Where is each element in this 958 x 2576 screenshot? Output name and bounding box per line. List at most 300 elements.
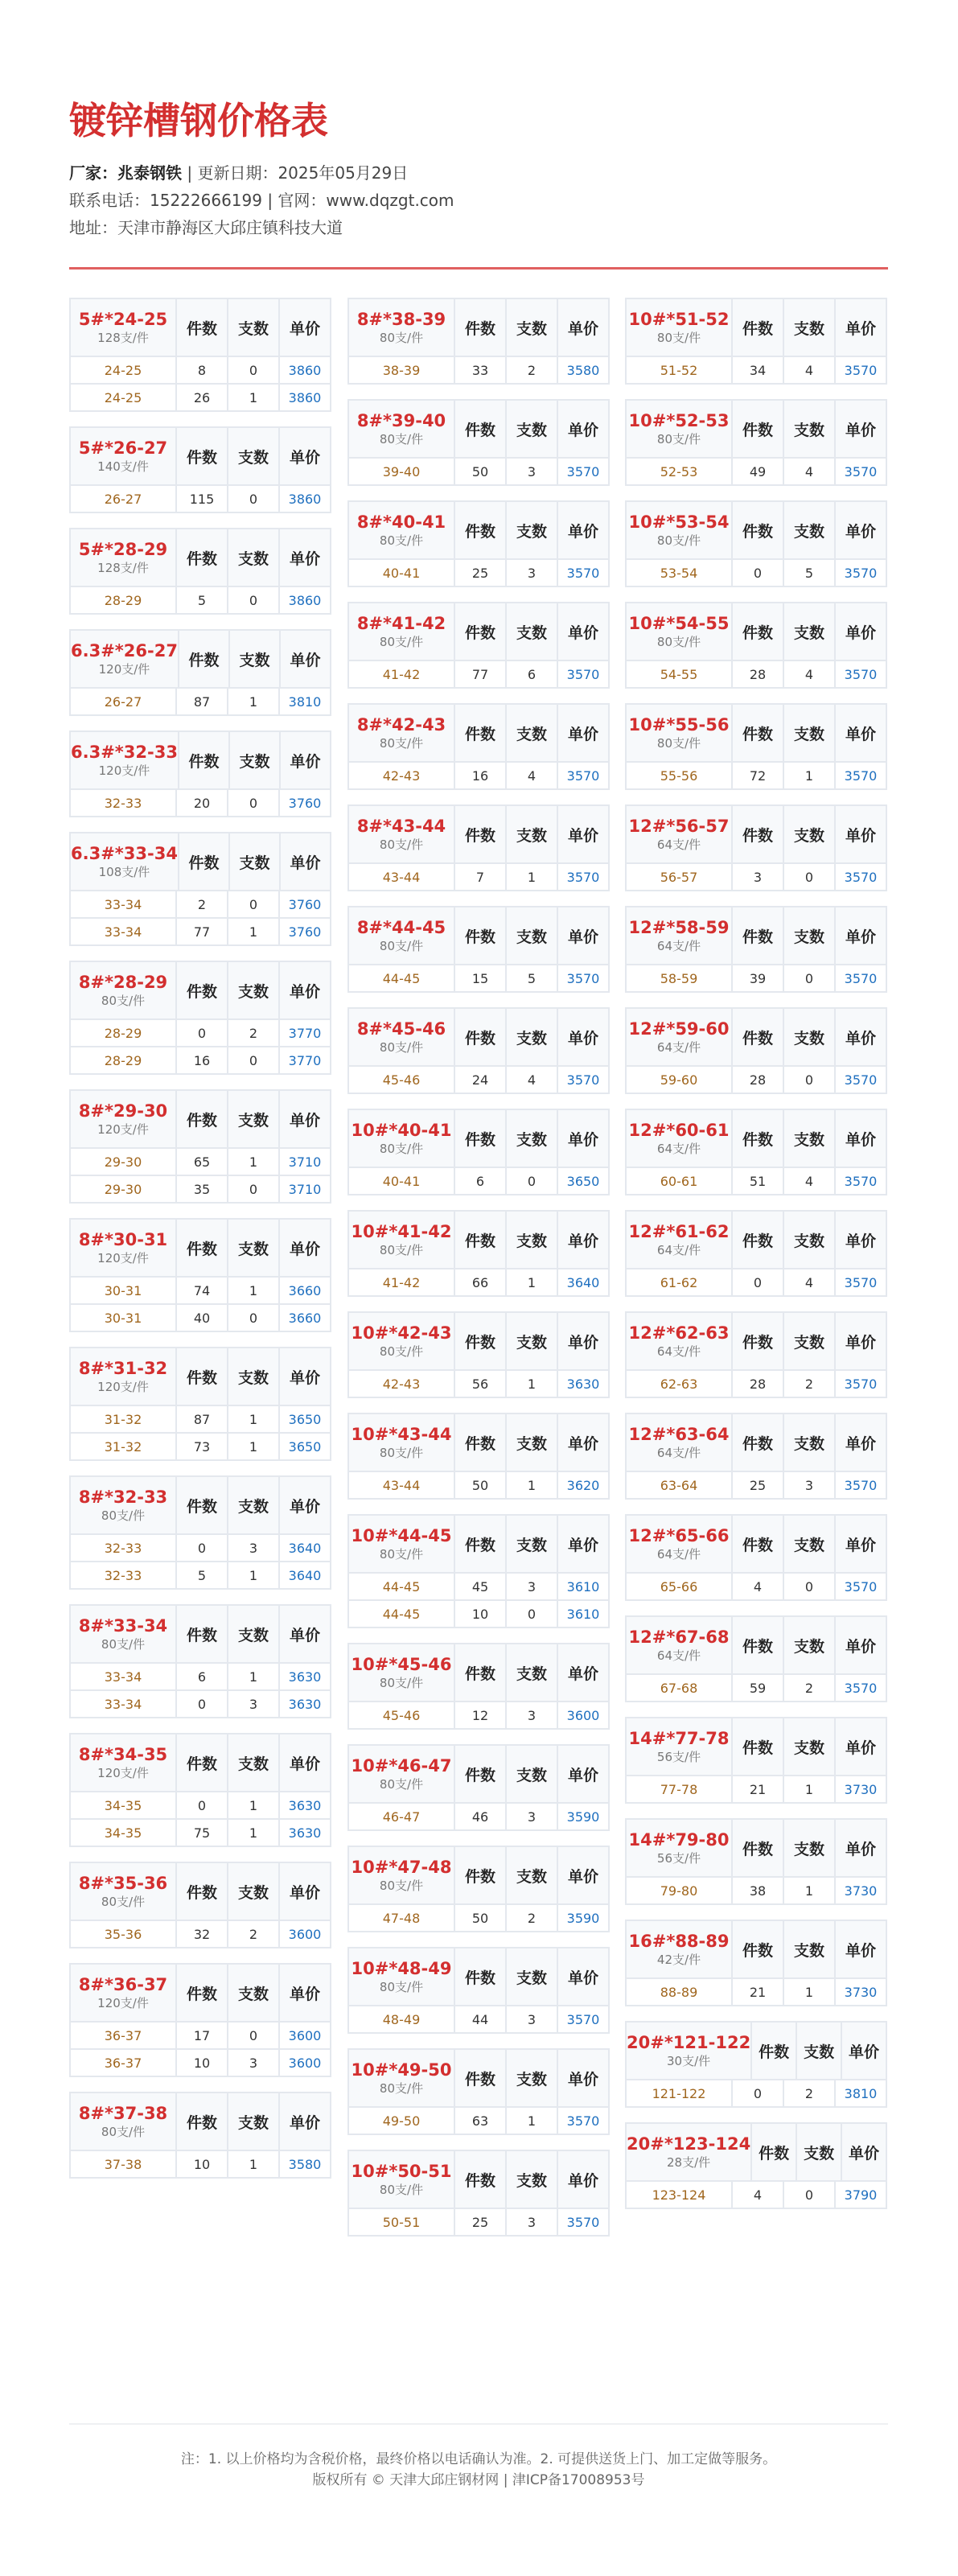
header-price: 单价 xyxy=(567,421,598,439)
pieces-cell: 0 xyxy=(733,2080,784,2106)
table-header-row xyxy=(349,2151,608,2208)
spec-pack: 80支/件 xyxy=(379,736,424,751)
price-cell: 3610 xyxy=(566,1606,600,1622)
price-cell: 3630 xyxy=(288,1825,322,1841)
spec-cell xyxy=(627,1212,733,1268)
price-cell: 3860 xyxy=(288,491,322,507)
table-header-row xyxy=(627,1617,886,1673)
header-count: 支数 xyxy=(784,1617,836,1673)
price-table xyxy=(625,602,887,689)
price-table xyxy=(69,1347,331,1461)
price-table xyxy=(625,1413,887,1500)
price-table xyxy=(625,1007,887,1094)
spec-name: 10#*54-55 xyxy=(628,614,730,633)
header-price: 单价 xyxy=(845,522,876,541)
range-cell: 33-34 xyxy=(71,919,177,944)
price-cell: 3600 xyxy=(288,2027,322,2043)
range-cell: 26-27 xyxy=(71,689,177,714)
table-header-row xyxy=(71,1606,330,1662)
header-pieces: 件数 xyxy=(179,833,230,890)
count-cell: 2 xyxy=(228,1921,280,1947)
table-row xyxy=(349,457,608,484)
pieces-cell: 33 xyxy=(455,357,507,383)
price-table xyxy=(347,500,610,587)
header-pieces: 件数 xyxy=(455,401,507,457)
range-cell: 43-44 xyxy=(349,864,455,890)
pieces-cell: 10 xyxy=(455,1601,507,1627)
range-cell: 32-33 xyxy=(71,790,177,816)
price-cell: 3600 xyxy=(288,1926,322,1942)
header-count: 支数 xyxy=(230,732,281,788)
table-header-row xyxy=(71,1348,330,1405)
spec-cell xyxy=(71,1734,177,1791)
count-cell: 3 xyxy=(507,1702,558,1728)
spec-cell xyxy=(349,1948,455,2005)
table-header-row xyxy=(627,299,886,356)
table-row xyxy=(71,1147,330,1175)
count-cell: 3 xyxy=(228,1535,280,1561)
spec-name: 10#*48-49 xyxy=(351,1959,452,1978)
pieces-cell: 5 xyxy=(177,587,228,613)
table-header-row xyxy=(627,1212,886,1268)
header-count: 支数 xyxy=(784,1212,836,1268)
price-cell: 3630 xyxy=(288,1797,322,1813)
count-cell: 2 xyxy=(784,1675,836,1701)
price-cell: 3570 xyxy=(566,1072,600,1088)
header-count: 支数 xyxy=(784,907,836,964)
header-pieces: 件数 xyxy=(455,1110,507,1167)
pieces-cell: 12 xyxy=(455,1702,507,1728)
table-row xyxy=(71,2150,330,2177)
table-row xyxy=(349,2005,608,2032)
price-table xyxy=(347,1514,610,1628)
table-row xyxy=(349,356,608,383)
table-header-row xyxy=(627,1414,886,1471)
header-pieces: 件数 xyxy=(179,732,230,788)
spec-name: 6.3#*33-34 xyxy=(71,844,178,863)
price-cell: 3650 xyxy=(566,1173,600,1189)
range-cell: 39-40 xyxy=(349,459,455,484)
price-cell: 3620 xyxy=(566,1477,600,1493)
table-row xyxy=(627,1369,886,1397)
header-pieces: 件数 xyxy=(177,1606,228,1662)
range-cell: 31-32 xyxy=(71,1406,177,1432)
count-cell: 2 xyxy=(507,1905,558,1931)
table-header-row xyxy=(349,1414,608,1471)
price-cell: 3640 xyxy=(288,1567,322,1583)
spec-name: 10#*55-56 xyxy=(628,715,730,735)
spec-name: 12#*60-61 xyxy=(628,1121,730,1140)
pieces-cell: 21 xyxy=(733,1979,784,2005)
spec-pack: 80支/件 xyxy=(379,533,424,548)
spec-cell xyxy=(627,907,733,964)
header-price: 单价 xyxy=(567,1766,598,1784)
price-table xyxy=(69,832,331,946)
table-header-row xyxy=(349,1313,608,1369)
range-cell: 36-37 xyxy=(71,2050,177,2076)
header-count: 支数 xyxy=(507,1110,558,1167)
header-price: 单价 xyxy=(845,1941,876,1960)
table-row xyxy=(627,1673,886,1701)
spec-cell xyxy=(627,1617,733,1673)
price-cell: 3570 xyxy=(566,463,600,479)
spec-pack: 28支/件 xyxy=(667,2155,711,2170)
count-cell: 1 xyxy=(228,919,280,944)
header-count: 支数 xyxy=(797,2124,842,2180)
price-table xyxy=(625,1818,887,1905)
table-row xyxy=(349,1471,608,1498)
table-header-row xyxy=(627,1718,886,1775)
spec-pack: 64支/件 xyxy=(656,1243,701,1257)
header-price: 单价 xyxy=(845,826,876,845)
pieces-cell: 8 xyxy=(177,357,228,383)
header-pieces: 件数 xyxy=(177,299,228,356)
header-price: 单价 xyxy=(845,1739,876,1757)
header-pieces: 件数 xyxy=(752,2124,797,2180)
count-cell: 1 xyxy=(228,689,280,714)
price-cell: 3730 xyxy=(844,1883,878,1899)
table-row xyxy=(349,1369,608,1397)
pieces-cell: 66 xyxy=(455,1269,507,1295)
pieces-cell: 17 xyxy=(177,2023,228,2048)
header-count: 支数 xyxy=(784,1313,836,1369)
range-cell: 33-34 xyxy=(71,1664,177,1689)
spec-pack: 80支/件 xyxy=(101,1508,146,1523)
range-cell: 40-41 xyxy=(349,560,455,586)
header-pieces: 件数 xyxy=(179,631,230,687)
spec-cell xyxy=(627,299,733,356)
count-cell: 0 xyxy=(507,1601,558,1627)
price-cell: 3650 xyxy=(288,1438,322,1455)
range-cell: 88-89 xyxy=(627,1979,733,2005)
table-row xyxy=(349,558,608,586)
header-count: 支数 xyxy=(507,1009,558,1065)
header-price: 单价 xyxy=(567,826,598,845)
spec-pack: 80支/件 xyxy=(379,1879,424,1893)
spec-pack: 64支/件 xyxy=(656,1446,701,1460)
price-cell: 3570 xyxy=(566,2113,600,2129)
count-cell: 1 xyxy=(228,1278,280,1303)
table-row xyxy=(627,558,886,586)
range-cell: 28-29 xyxy=(71,1047,177,1073)
table-row xyxy=(71,687,330,714)
table-header-row xyxy=(71,732,330,788)
pieces-cell: 0 xyxy=(177,1792,228,1818)
header-price: 单价 xyxy=(845,928,876,946)
table-row xyxy=(71,1533,330,1561)
price-table xyxy=(347,399,610,486)
pieces-cell: 2 xyxy=(177,891,228,917)
count-cell: 2 xyxy=(228,1020,280,1046)
range-cell: 24-25 xyxy=(71,385,177,410)
table-header-row xyxy=(349,502,608,558)
pieces-cell: 38 xyxy=(733,1878,784,1903)
table-header-row xyxy=(349,1212,608,1268)
price-table xyxy=(347,1109,610,1195)
header-count: 支数 xyxy=(228,2093,280,2150)
spec-cell xyxy=(627,1009,733,1065)
spec-name: 8#*30-31 xyxy=(78,1230,168,1249)
price-cell: 3710 xyxy=(288,1154,322,1170)
spec-pack: 64支/件 xyxy=(656,1344,701,1359)
spec-cell xyxy=(71,962,177,1018)
price-table xyxy=(69,629,331,716)
count-cell: 1 xyxy=(507,2108,558,2134)
spec-cell xyxy=(627,806,733,862)
range-cell: 38-39 xyxy=(349,357,455,383)
pieces-cell: 75 xyxy=(177,1820,228,1846)
pieces-cell: 21 xyxy=(733,1776,784,1802)
header-pieces: 件数 xyxy=(733,705,784,761)
spec-name: 8#*32-33 xyxy=(78,1488,168,1507)
count-cell: 4 xyxy=(507,763,558,788)
header-count: 支数 xyxy=(228,1091,280,1147)
range-cell: 40-41 xyxy=(349,1168,455,1194)
spec-cell xyxy=(349,1110,455,1167)
spec-pack: 80支/件 xyxy=(379,1446,424,1460)
table-header-row xyxy=(71,962,330,1018)
header-count: 支数 xyxy=(228,1965,280,2021)
spec-pack: 80支/件 xyxy=(656,635,701,649)
pieces-cell: 35 xyxy=(177,1176,228,1202)
table-header-row xyxy=(627,401,886,457)
spec-name: 5#*26-27 xyxy=(78,438,168,458)
header-price: 单价 xyxy=(845,1029,876,1047)
spec-pack: 80支/件 xyxy=(379,432,424,446)
range-cell: 50-51 xyxy=(349,2209,455,2235)
price-cell: 3860 xyxy=(288,362,322,378)
price-table xyxy=(347,1007,610,1094)
header-count: 支数 xyxy=(507,603,558,660)
header-count: 支数 xyxy=(507,2050,558,2106)
pieces-cell: 7 xyxy=(455,864,507,890)
table-row xyxy=(71,1046,330,1073)
header-pieces: 件数 xyxy=(177,1734,228,1791)
pieces-cell: 87 xyxy=(177,689,228,714)
price-table xyxy=(625,1311,887,1398)
table-row xyxy=(71,586,330,613)
price-table xyxy=(625,399,887,486)
spec-cell xyxy=(349,1414,455,1471)
range-cell: 79-80 xyxy=(627,1878,733,1903)
table-row xyxy=(71,2021,330,2048)
header-pieces: 件数 xyxy=(752,2023,797,2079)
pieces-cell: 0 xyxy=(733,560,784,586)
header-pieces: 件数 xyxy=(733,1212,784,1268)
header-price: 单价 xyxy=(289,1368,320,1387)
spec-name: 6.3#*26-27 xyxy=(71,641,178,660)
price-table xyxy=(625,1210,887,1297)
table-header-row xyxy=(71,1220,330,1276)
header-pieces: 件数 xyxy=(733,1009,784,1065)
table-header-row xyxy=(627,1820,886,1876)
spec-cell xyxy=(349,806,455,862)
price-cell: 3660 xyxy=(288,1310,322,1326)
header-pieces: 件数 xyxy=(733,401,784,457)
price-table xyxy=(347,1311,610,1398)
pieces-cell: 45 xyxy=(455,1574,507,1599)
header-count: 支数 xyxy=(507,1644,558,1701)
header-count: 支数 xyxy=(784,1009,836,1065)
spec-name: 8#*39-40 xyxy=(356,411,446,430)
price-cell: 3860 xyxy=(288,592,322,608)
pieces-cell: 51 xyxy=(733,1168,784,1194)
spec-name: 10#*45-46 xyxy=(351,1655,452,1674)
header-pieces: 件数 xyxy=(455,2050,507,2106)
pieces-cell: 25 xyxy=(455,560,507,586)
header-price: 单价 xyxy=(845,1130,876,1149)
range-cell: 45-46 xyxy=(349,1702,455,1728)
table-header-row xyxy=(627,1110,886,1167)
header-pieces: 件数 xyxy=(177,1220,228,1276)
table-row xyxy=(71,1818,330,1846)
count-cell: 3 xyxy=(784,1472,836,1498)
spec-pack: 64支/件 xyxy=(656,1648,701,1663)
price-cell: 3570 xyxy=(844,666,878,682)
price-table xyxy=(625,1717,887,1804)
header-count: 支数 xyxy=(507,1847,558,1903)
maker-name: 兆泰钢铁 xyxy=(117,163,182,183)
table-header-row xyxy=(349,401,608,457)
count-cell: 1 xyxy=(784,763,836,788)
range-cell: 36-37 xyxy=(71,2023,177,2048)
spec-name: 8#*35-36 xyxy=(78,1874,168,1893)
header-count: 支数 xyxy=(784,806,836,862)
price-cell: 3570 xyxy=(844,1072,878,1088)
table-row xyxy=(71,1175,330,1202)
header-count: 支数 xyxy=(784,603,836,660)
price-cell: 3570 xyxy=(566,970,600,986)
table-row xyxy=(71,2048,330,2076)
table-row xyxy=(627,1572,886,1599)
range-cell: 121-122 xyxy=(627,2080,733,2106)
count-cell: 2 xyxy=(784,2080,836,2106)
count-cell: 4 xyxy=(784,1168,836,1194)
count-cell: 3 xyxy=(507,560,558,586)
price-table xyxy=(347,804,610,891)
pieces-cell: 3 xyxy=(733,864,784,890)
spec-name: 10#*53-54 xyxy=(628,512,730,532)
spec-cell xyxy=(71,1348,177,1405)
spec-name: 8#*38-39 xyxy=(356,310,446,329)
table-header-row xyxy=(71,1863,330,1920)
table-row xyxy=(349,2208,608,2235)
range-cell: 24-25 xyxy=(71,357,177,383)
price-table xyxy=(347,1210,610,1297)
price-cell: 3600 xyxy=(566,1707,600,1723)
spec-pack: 120支/件 xyxy=(97,1122,149,1137)
spec-name: 8#*34-35 xyxy=(78,1745,168,1764)
header-pieces: 件数 xyxy=(455,1009,507,1065)
price-cell: 3580 xyxy=(566,362,600,378)
spec-pack: 80支/件 xyxy=(379,635,424,649)
price-table xyxy=(347,906,610,993)
count-cell: 5 xyxy=(507,965,558,991)
table-row xyxy=(627,2180,886,2208)
range-cell: 33-34 xyxy=(71,891,177,917)
range-cell: 60-61 xyxy=(627,1168,733,1194)
price-cell: 3610 xyxy=(566,1578,600,1595)
spec-name: 8#*40-41 xyxy=(356,512,446,532)
header-price: 单价 xyxy=(567,2070,598,2088)
table-row xyxy=(349,2106,608,2134)
spec-pack: 80支/件 xyxy=(379,1243,424,1257)
table-row xyxy=(627,1268,886,1295)
pieces-cell: 44 xyxy=(455,2006,507,2032)
table-row xyxy=(71,1561,330,1588)
spec-name: 8#*41-42 xyxy=(356,614,446,633)
price-cell: 3570 xyxy=(844,362,878,378)
spec-pack: 128支/件 xyxy=(97,561,149,575)
header-price: 单价 xyxy=(567,522,598,541)
header-price: 单价 xyxy=(290,854,321,872)
header-pieces: 件数 xyxy=(177,2093,228,2150)
price-table xyxy=(69,1218,331,1332)
table-header-row xyxy=(71,833,330,890)
price-table xyxy=(347,2048,610,2135)
count-cell: 4 xyxy=(784,661,836,687)
header-price: 单价 xyxy=(845,1536,876,1554)
price-cell: 3860 xyxy=(288,389,322,405)
count-cell: 3 xyxy=(507,1804,558,1829)
range-cell: 31-32 xyxy=(71,1434,177,1459)
pieces-cell: 0 xyxy=(177,1535,228,1561)
header-count: 支数 xyxy=(507,1313,558,1369)
header-count: 支数 xyxy=(507,907,558,964)
count-cell: 1 xyxy=(228,1434,280,1459)
header-price: 单价 xyxy=(289,1626,320,1644)
spec-pack: 80支/件 xyxy=(656,736,701,751)
table-row xyxy=(71,383,330,410)
spec-pack: 80支/件 xyxy=(379,1547,424,1562)
header-pieces: 件数 xyxy=(455,1948,507,2005)
range-cell: 46-47 xyxy=(349,1804,455,1829)
count-cell: 1 xyxy=(507,864,558,890)
price-cell: 3570 xyxy=(844,1173,878,1189)
price-cell: 3760 xyxy=(288,795,322,811)
range-cell: 42-43 xyxy=(349,1371,455,1397)
table-row xyxy=(349,964,608,991)
table-header-row xyxy=(627,603,886,660)
price-cell: 3570 xyxy=(844,970,878,986)
header-pieces: 件数 xyxy=(177,1477,228,1533)
price-table xyxy=(69,1089,331,1204)
table-row xyxy=(627,964,886,991)
spec-pack: 80支/件 xyxy=(101,2125,146,2139)
count-cell: 3 xyxy=(507,459,558,484)
price-table xyxy=(625,2021,887,2108)
table-row xyxy=(349,660,608,687)
count-cell: 0 xyxy=(228,587,280,613)
table-row xyxy=(71,1432,330,1459)
address-line: 地址：天津市静海区大邱庄镇科技大道 xyxy=(69,218,343,237)
spec-cell xyxy=(349,1847,455,1903)
count-cell: 1 xyxy=(507,1371,558,1397)
count-cell: 5 xyxy=(784,560,836,586)
header-price: 单价 xyxy=(845,1840,876,1858)
spec-cell xyxy=(627,2023,752,2079)
spec-cell xyxy=(627,1820,733,1876)
price-table xyxy=(347,1846,610,1932)
header-count: 支数 xyxy=(784,502,836,558)
spec-pack: 56支/件 xyxy=(656,1750,701,1764)
pieces-cell: 72 xyxy=(733,763,784,788)
spec-name: 12#*61-62 xyxy=(628,1222,730,1241)
header-pieces: 件数 xyxy=(177,1348,228,1405)
count-cell: 3 xyxy=(507,2006,558,2032)
range-cell: 53-54 xyxy=(627,560,733,586)
range-cell: 34-35 xyxy=(71,1820,177,1846)
